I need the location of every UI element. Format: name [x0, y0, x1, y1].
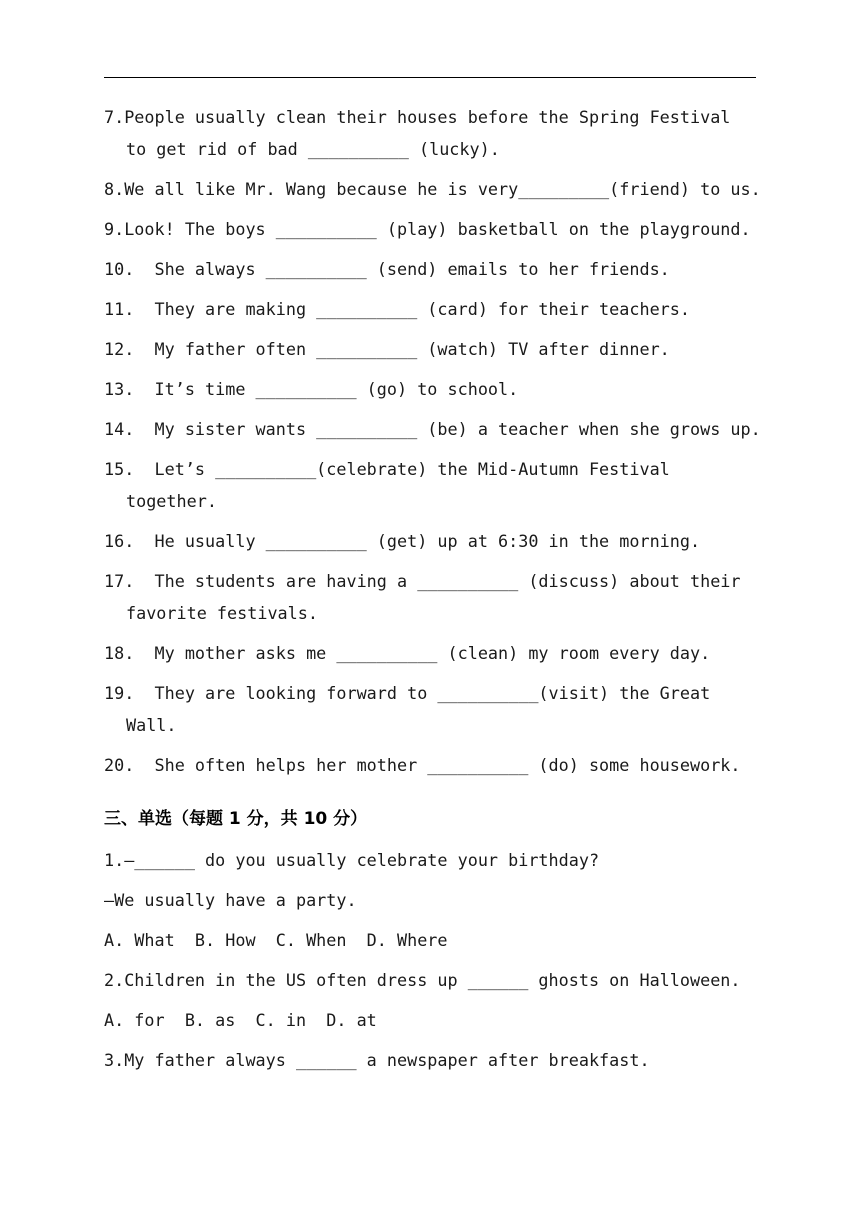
question-10: 10. She always __________ (send) emails to her friends. — [104, 259, 670, 279]
question-18: 18. My mother asks me __________ (clean) my room every day. — [104, 643, 711, 663]
question-15-line-1: 15. Let’s __________(celebrate) the Mid-Autumn Festival — [104, 459, 670, 479]
mc-question-1: 1.—______ do you usually celebrate your birthday? — [104, 850, 600, 870]
mc-question-1-answer: —We usually have a party. — [104, 890, 357, 910]
question-16: 16. He usually __________ (get) up at 6:30 in the morning. — [104, 531, 701, 551]
question-7-line-2: to get rid of bad __________ (lucky). — [126, 139, 500, 159]
question-15-line-2: together. — [126, 491, 217, 511]
question-9: 9.Look! The boys __________ (play) basketball on the playground. — [104, 219, 751, 239]
header-rule — [104, 77, 756, 78]
question-13: 13. It’s time __________ (go) to school. — [104, 379, 519, 399]
mc-question-2-options: A. for B. as C. in D. at — [104, 1010, 377, 1030]
question-11: 11. They are making __________ (card) for their teachers. — [104, 299, 690, 319]
question-20: 20. She often helps her mother __________ (do) some housework. — [104, 755, 741, 775]
question-17-line-1: 17. The students are having a __________ (discuss) about their — [104, 571, 741, 591]
question-8: 8.We all like Mr. Wang because he is very_________(friend) to us. — [104, 179, 761, 199]
question-19-line-2: Wall. — [126, 715, 177, 735]
mc-question-1-options: A. What B. How C. When D. Where — [104, 930, 448, 950]
mc-question-2: 2.Children in the US often dress up ______ ghosts on Halloween. — [104, 970, 741, 990]
question-12: 12. My father often __________ (watch) TV after dinner. — [104, 339, 670, 359]
section-3-heading: 三、单选（每题 1 分，共 10 分） — [104, 809, 368, 829]
mc-question-3: 3.My father always ______ a newspaper after breakfast. — [104, 1050, 650, 1070]
question-7-line-1: 7.People usually clean their houses before the Spring Festival — [104, 107, 731, 127]
question-19-line-1: 19. They are looking forward to __________(visit) the Great — [104, 683, 711, 703]
question-14: 14. My sister wants __________ (be) a teacher when she grows up. — [104, 419, 761, 439]
question-17-line-2: favorite festivals. — [126, 603, 318, 623]
